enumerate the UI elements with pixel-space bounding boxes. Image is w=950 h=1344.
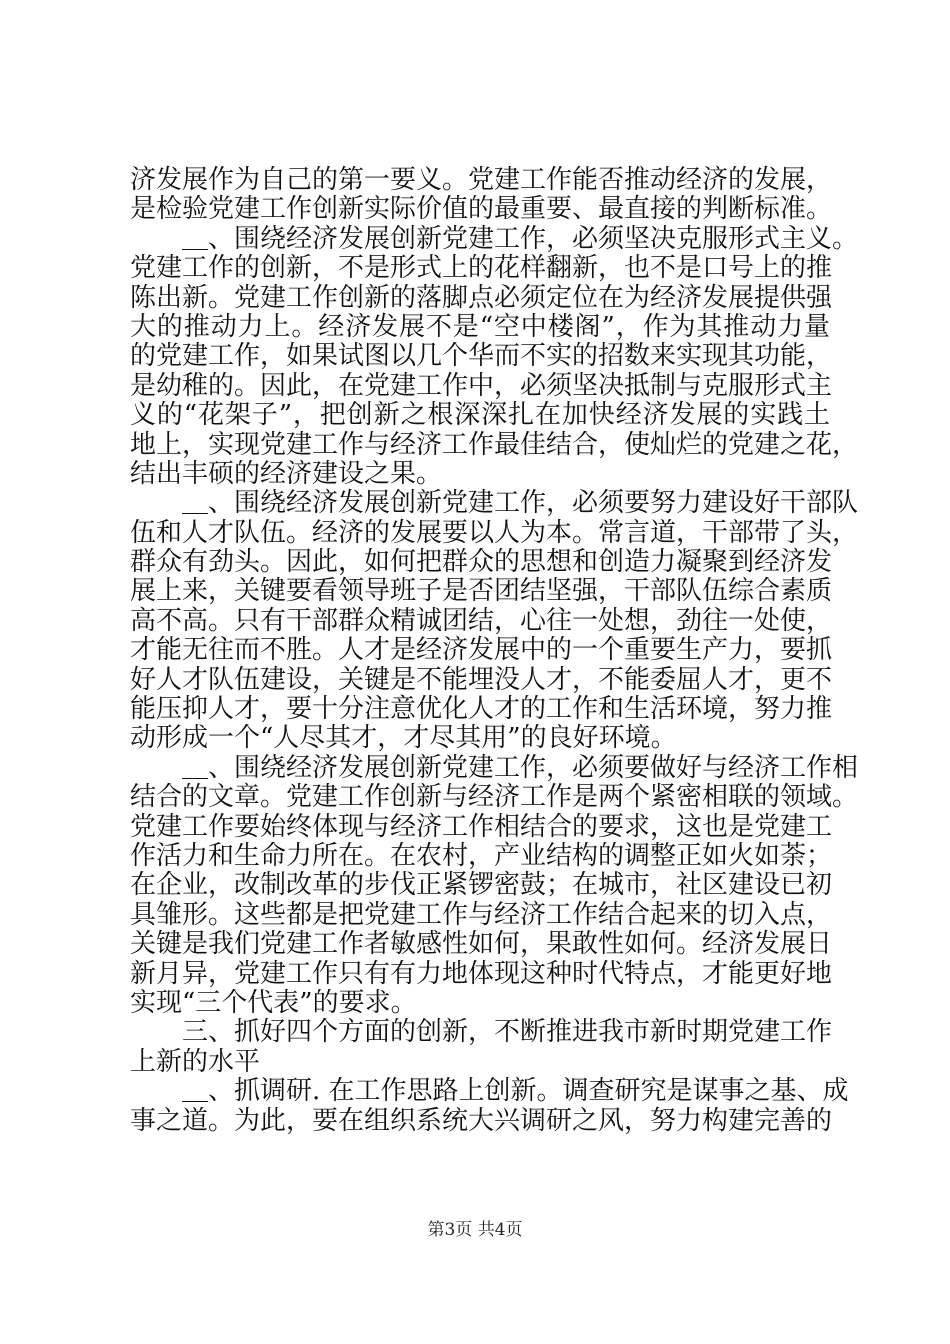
text-line: 结合的文章。党建工作创新与经济工作是两个紧密相联的领域。 bbox=[130, 782, 859, 813]
text-line: 结出丰硕的经济建设之果。 bbox=[130, 458, 443, 489]
text-line: 大的推动力上。经济发展不是“空中楼阁”，作为其推动力量 bbox=[130, 311, 830, 342]
text-line: 好人才队伍建设，关键是不能埋没人才，不能委屈人才，更不 bbox=[130, 664, 833, 695]
text-line: 的党建工作，如果试图以几个华而不实的招数来实现其功能， bbox=[130, 341, 833, 372]
text-line: 是幼稚的。因此，在党建工作中，必须坚决抵制与克服形式主 bbox=[130, 370, 833, 401]
text-line: 才能无往而不胜。人才是经济发展中的一个重要生产力，要抓 bbox=[130, 635, 833, 666]
document-body bbox=[130, 165, 859, 1136]
text-line: 作活力和生命力所在。在农村，产业结构的调整正如火如荼； bbox=[130, 840, 833, 871]
text-line: 是检验党建工作创新实际价值的最重要、最直接的判断标准。 bbox=[130, 194, 833, 225]
text-line: 上新的水平 bbox=[130, 1046, 261, 1077]
text-line: 具雏形。这些都是把党建工作与经济工作结合起来的切入点， bbox=[130, 899, 833, 930]
text-line: ＿、围绕经济发展创新党建工作，必须要努力建设好干部队 bbox=[182, 488, 859, 519]
text-line: 高不高。只有干部群众精诚团结，心往一处想，劲往一处使， bbox=[130, 605, 833, 636]
text-line: 动形成一个“人尽其才，才尽其用”的良好环境。 bbox=[130, 723, 677, 754]
page-footer: 第3页 共4页 bbox=[427, 1220, 523, 1240]
text-line: 能压抑人才，要十分注意优化人才的工作和生活环境，努力推 bbox=[130, 694, 833, 725]
text-line: 展上来，关键要看领导班子是否团结坚强，干部队伍综合素质 bbox=[130, 576, 833, 607]
text-line: 党建工作的创新，不是形式上的花样翻新，也不是口号上的推 bbox=[130, 253, 833, 284]
text-line: 群众有劲头。因此，如何把群众的思想和创造力凝聚到经济发 bbox=[130, 547, 833, 578]
text-line: 济发展作为自己的第一要义。党建工作能否推动经济的发展， bbox=[130, 165, 833, 195]
text-line: ＿、抓调研. 在工作思路上创新。调查研究是谋事之基、成 bbox=[182, 1076, 849, 1107]
text-line: 陈出新。党建工作创新的落脚点必须定位在为经济发展提供强 bbox=[130, 282, 833, 313]
text-line: 实现“三个代表”的要求。 bbox=[130, 987, 417, 1018]
text-line: 关键是我们党建工作者敏感性如何，果敢性如何。经济发展日 bbox=[130, 929, 833, 960]
text-line: 义的“花架子”，把创新之根深深扎在加快经济发展的实践土 bbox=[130, 400, 830, 431]
text-line: 事之道。为此，要在组织系统大兴调研之风，努力构建完善的 bbox=[130, 1105, 833, 1136]
text-line: ＿、围绕经济发展创新党建工作，必须坚决克服形式主义。 bbox=[182, 223, 859, 254]
text-line: 伍和人才队伍。经济的发展要以人为本。常言道，干部带了头， bbox=[130, 517, 859, 548]
text-line: 在企业，改制改革的步伐正紧锣密鼓；在城市，社区建设已初 bbox=[130, 870, 833, 901]
text-line: ＿、围绕经济发展创新党建工作，必须要做好与经济工作相 bbox=[182, 752, 859, 783]
text-line: 地上，实现党建工作与经济工作最佳结合，使灿烂的党建之花， bbox=[130, 429, 859, 460]
text-line: 三、抓好四个方面的创新，不断推进我市新时期党建工作 bbox=[182, 1017, 833, 1048]
text-line: 党建工作要始终体现与经济工作相结合的要求，这也是党建工 bbox=[130, 811, 833, 842]
text-line: 新月异，党建工作只有有力地体现这种时代特点，才能更好地 bbox=[130, 958, 833, 989]
